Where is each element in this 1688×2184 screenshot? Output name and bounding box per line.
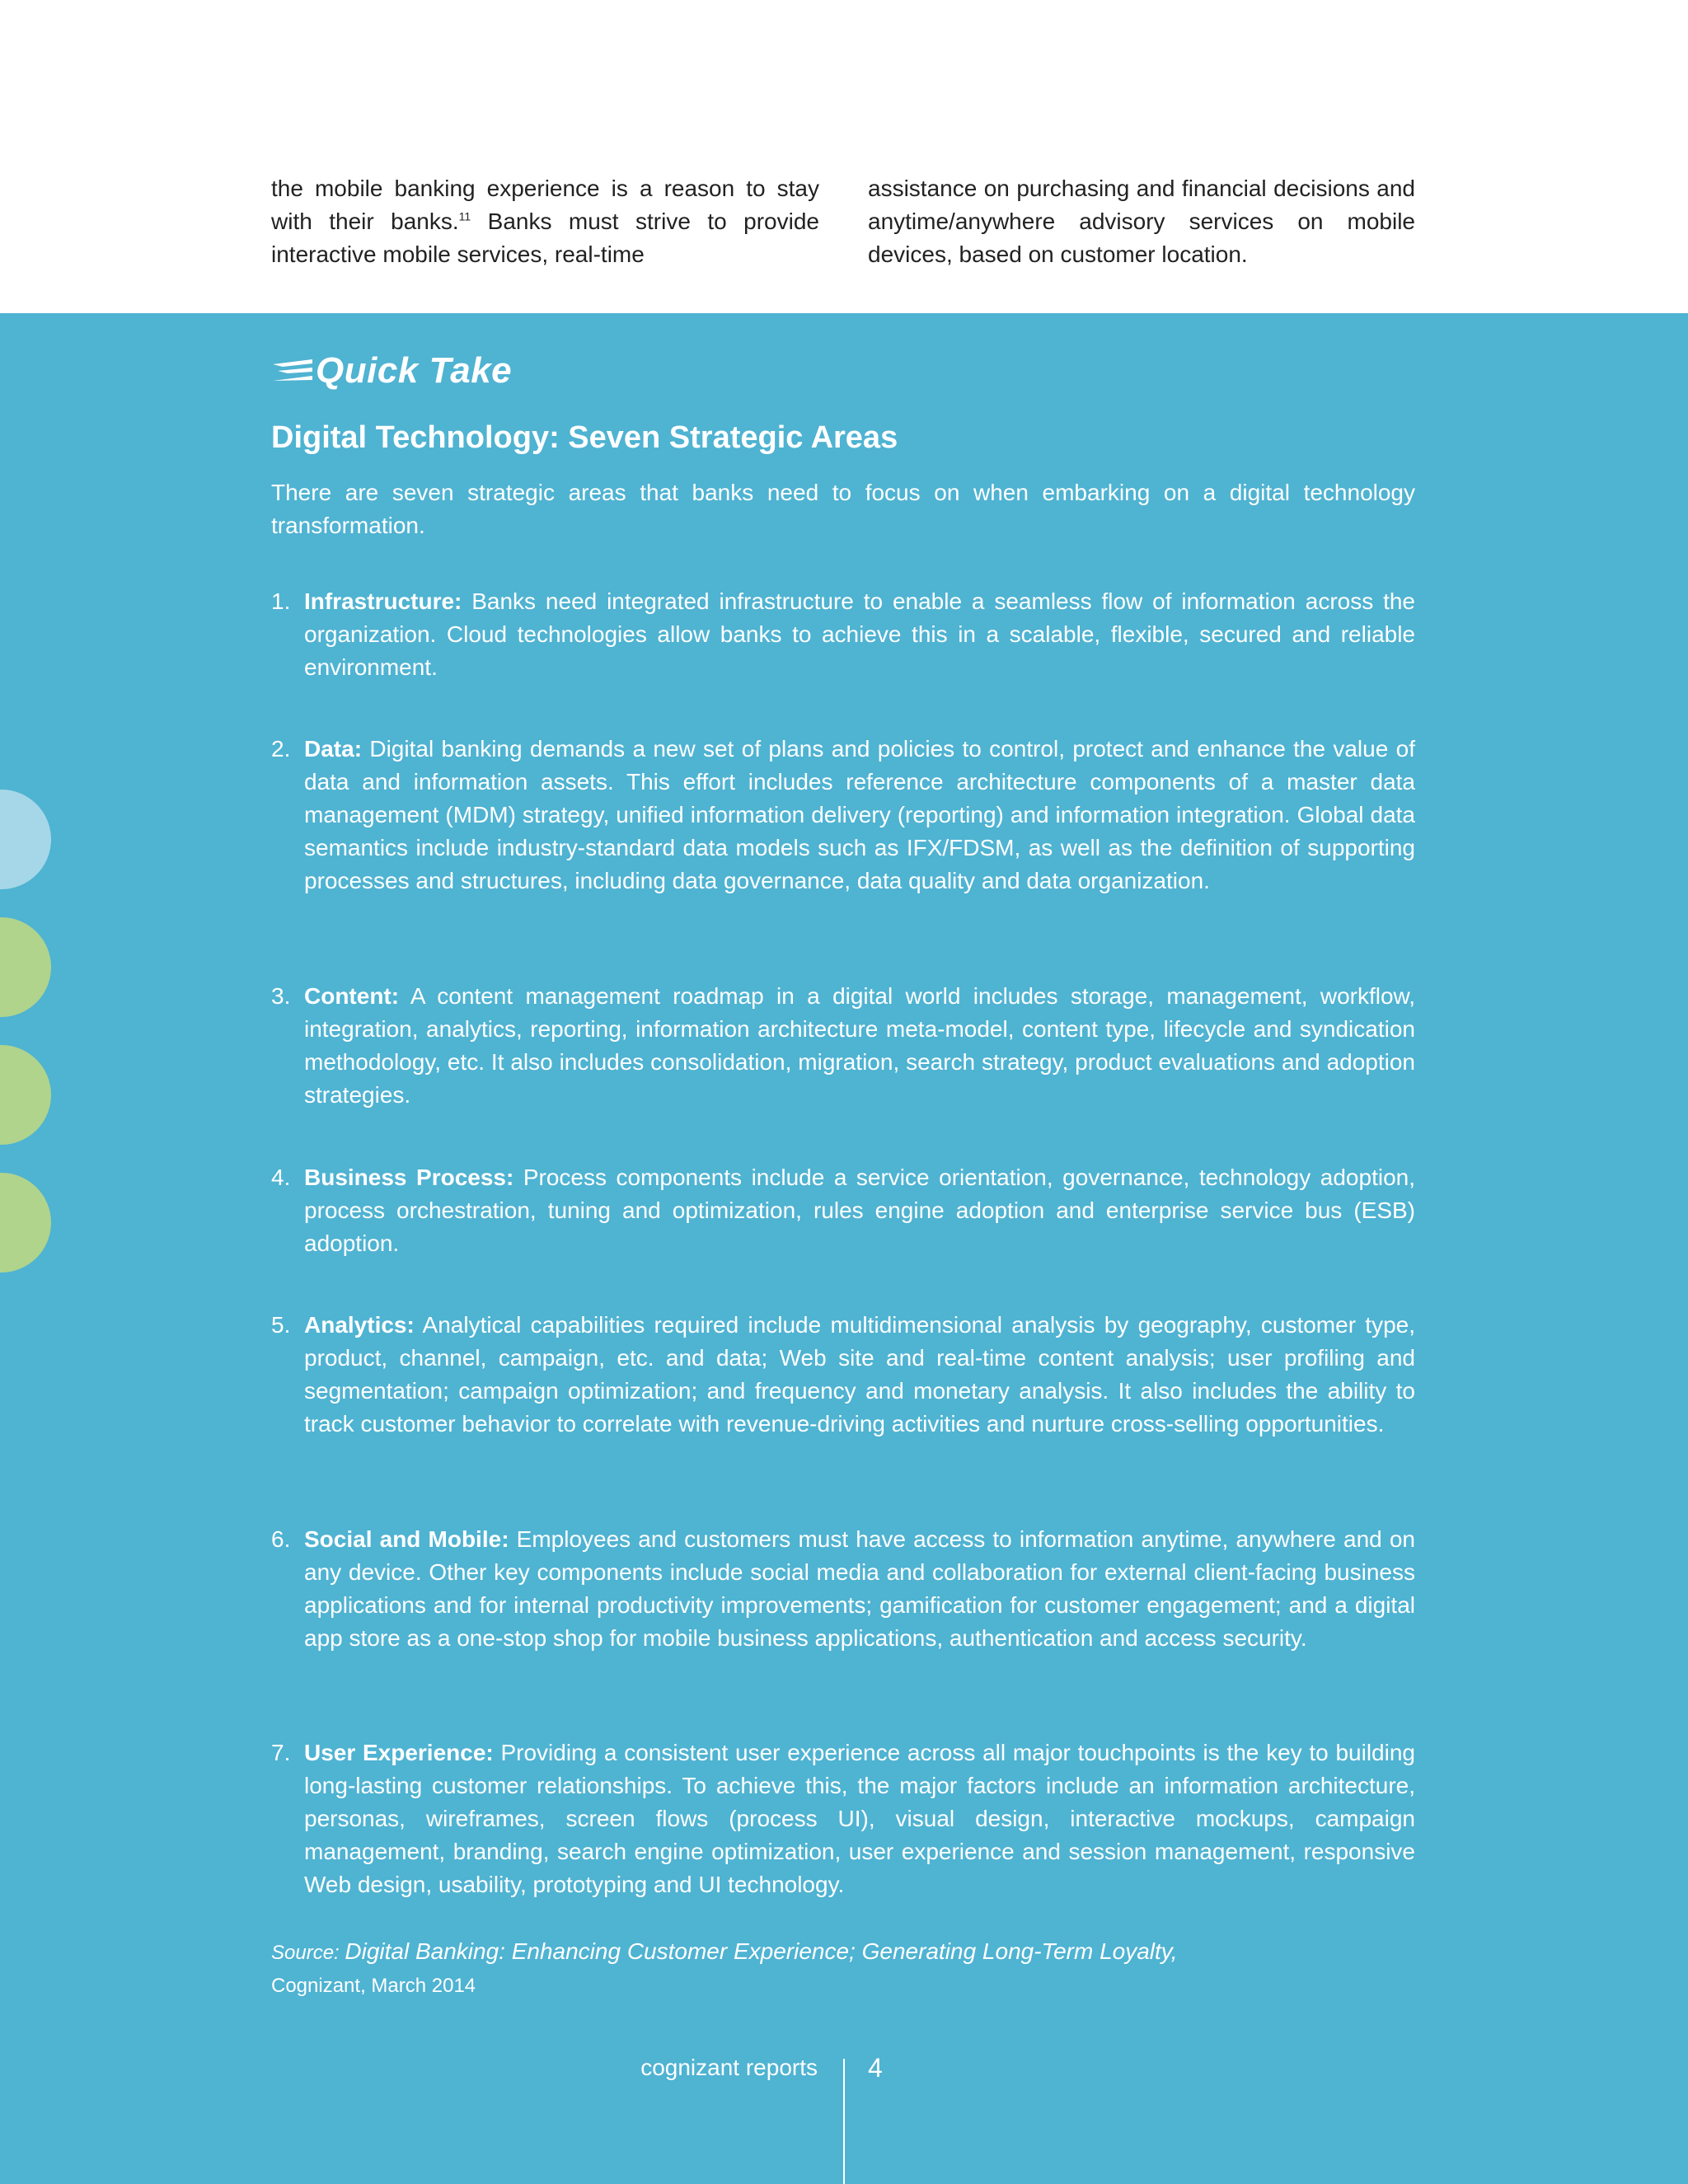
- intro-column-left: [271, 172, 819, 271]
- item-text: Banks need integrated infrastructure to enable a seamless flow of information across the organization. Cloud technologies allow banks to achieve this in a scalable, flexible, secured and reliable environment.: [304, 588, 1415, 680]
- footer-divider: [843, 2059, 845, 2184]
- intro-left-text: the mobile banking experience is a reason to stay with their banks.: [271, 176, 819, 234]
- footnote-mark[interactable]: 11: [458, 209, 471, 223]
- item-text: A content management roadmap in a digital world includes storage, management, workflow, integration, analytics, reporting, information architecture meta-model, content type, lifecycle and syndication methodology, etc. It also includes consolidation, migration, search strategy, product evaluations and adoption strategies.: [304, 983, 1415, 1108]
- item-number: 4.: [271, 1165, 291, 1190]
- item-term: Analytics:: [304, 1312, 415, 1338]
- item-term: Content:: [304, 983, 400, 1009]
- strategic-area-item: [271, 733, 1415, 898]
- source-title: Digital Banking: Enhancing Customer Experience; Generating Long-Term Loyalty,: [345, 1938, 1178, 1964]
- panel-intro: There are seven strategic areas that banks need to focus on when embarking on a digital technology transformation.: [271, 480, 1415, 538]
- panel-title: Digital Technology: Seven Strategic Areas: [271, 420, 898, 455]
- quick-take-header: [271, 350, 512, 391]
- source-publisher: Cognizant, March 2014: [271, 1975, 476, 1997]
- strategic-area-item: [271, 1309, 1415, 1441]
- item-text: Digital banking demands a new set of plans and policies to control, protect and enhance the value of data and information assets. This effort includes reference architecture components of a master data management (MDM) strategy, unified information delivery (reporting) and information integration. Global data semantics include industry-standard data models such as IFX/FDSM, as well as the definition of supporting processes and structures, including data governance, data quality and data organization.: [304, 736, 1415, 893]
- top-text-section: [0, 0, 1688, 313]
- item-text: Employees and customers must have access to information anytime, anywhere and on any device. Other key components include social media and collaboration for external client-facing business applications and for internal productivity improvements; gamification for customer engagement; and a digital app store as a one-stop shop for mobile business applications, authentication and access security.: [304, 1526, 1415, 1651]
- item-number: 5.: [271, 1312, 291, 1338]
- speed-lines-icon: [271, 356, 314, 386]
- item-term: Business Process:: [304, 1165, 514, 1190]
- item-number: 2.: [271, 736, 291, 762]
- quick-take-label: Quick Take: [316, 350, 513, 391]
- item-term: Social and Mobile:: [304, 1526, 509, 1552]
- source-citation: [271, 1935, 1425, 2003]
- item-number: 3.: [271, 983, 291, 1009]
- footer-label: cognizant reports: [640, 2055, 818, 2080]
- intro-column-right: assistance on purchasing and financial decisions and anytime/anywhere advisory services on mobile devices, based on customer location.: [868, 176, 1415, 267]
- item-text: Process components include a service orientation, governance, technology adoption, process orchestration, tuning and optimization, rules engine adoption and enterprise service bus (ESB) adoption.: [304, 1165, 1415, 1256]
- page-number: 4: [868, 2053, 883, 2083]
- item-text: Analytical capabilities required include multidimensional analysis by geography, customer type, product, channel, campaign, etc. and data; Web site and real-time content analysis; user profiling and segmentation; campaign optimization; and frequency and monetary analysis. It also includes the ability to track customer behavior to correlate with revenue-driving activities and nurture cross-selling opportunities.: [304, 1312, 1415, 1436]
- source-prefix: Source:: [271, 1942, 345, 1964]
- item-text: Providing a consistent user experience across all major touchpoints is the key to building long-lasting customer relationships. To achieve this, the major factors include an information architecture, personas, wireframes, screen flows (process UI), visual design, interactive mockups, campaign management, branding, search engine optimization, user experience and session management, responsive Web design, usability, prototyping and UI technology.: [304, 1740, 1415, 1897]
- strategic-area-item: [271, 1736, 1415, 1901]
- item-number: 6.: [271, 1526, 291, 1552]
- item-number: 7.: [271, 1740, 291, 1765]
- item-number: 1.: [271, 588, 291, 614]
- strategic-area-item: [271, 980, 1415, 1112]
- strategic-area-item: [271, 1161, 1415, 1260]
- intro-left-text-continued: Banks must strive to provide interactive mobile services, real-time: [271, 209, 819, 267]
- strategic-area-item: [271, 585, 1415, 684]
- item-term: Infrastructure:: [304, 588, 462, 614]
- item-term: User Experience:: [304, 1740, 494, 1765]
- item-term: Data:: [304, 736, 363, 762]
- strategic-area-item: [271, 1523, 1415, 1655]
